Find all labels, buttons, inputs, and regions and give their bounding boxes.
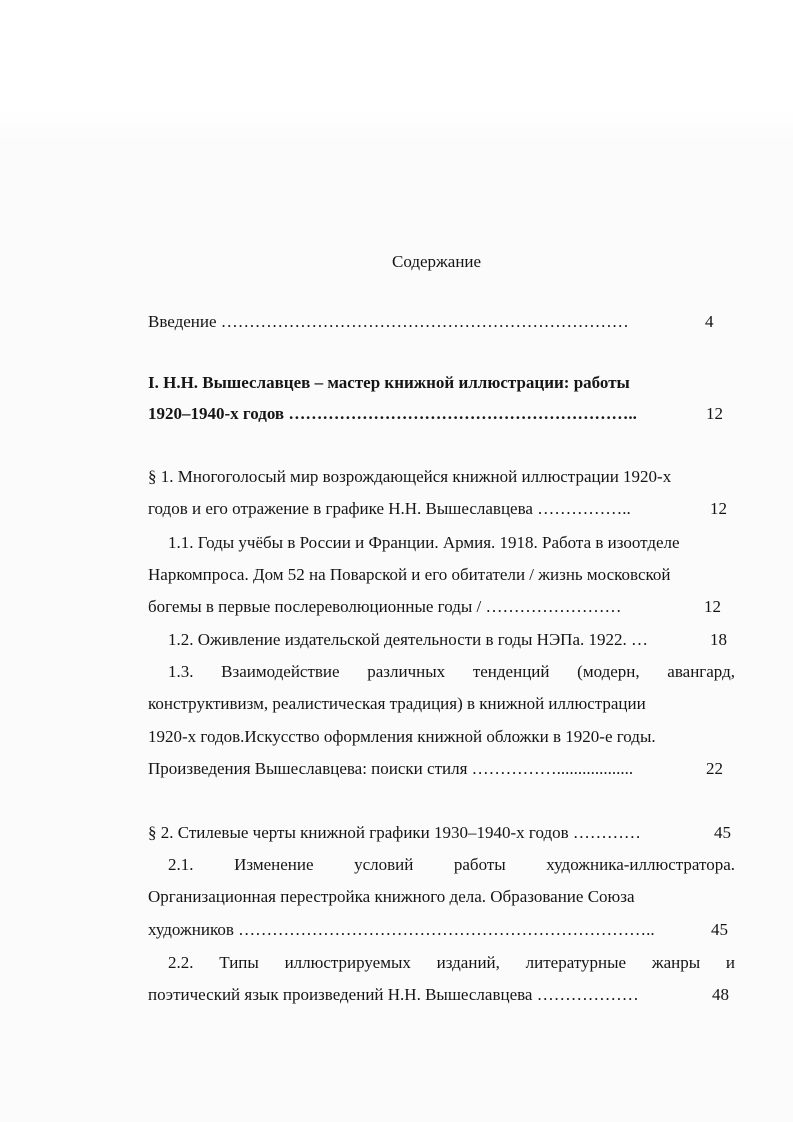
toc-title: Содержание [392,252,482,271]
toc-section2-line1: § 2. Стилевые черты книжной графики 1930–1940-х годов ………… [148,823,641,842]
toc-sub1-3-line2: конструктивизм, реалистическая традиция) в книжной иллюстрации [148,694,646,713]
toc-page-chapter1: 12 [706,404,723,423]
toc-sub1-2-line1: 1.2. Оживление издательской деятельности в годы НЭПа. 1922. … [168,630,649,649]
toc-page-sub2-2: 48 [712,985,729,1004]
toc-page-section1: 12 [710,499,727,518]
toc-sub1-1-line1: 1.1. Годы учёбы в России и Франции. Армия. 1918. Работа в изоотделе [168,533,680,552]
toc-sub1-3-line4: Произведения Вышеславцева: поиски стиля …………….................. [148,759,634,778]
toc-entry-intro: Введение ……………………………………………………………… [148,312,629,331]
toc-sub1-1-line2: Наркомпроса. Дом 52 на Поварской и его обитатели / жизнь московской [148,565,671,584]
toc-sub1-1-line3: богемы в первые послереволюционные годы / …………………… [148,597,622,616]
toc-sub2-1-line3: художников ……………………………………………………………….. [148,920,655,939]
toc-sub2-1-line1: 2.1. Изменение условий работы художника-иллюстратора. [168,855,735,874]
toc-page-intro: 4 [705,312,714,331]
toc-sub1-3-line1: 1.3. Взаимодействие различных тенденций (модерн, авангард, [168,662,735,681]
toc-sub2-1-line2: Организационная перестройка книжного дела. Образование Союза [148,887,635,906]
toc-sub2-2-line1: 2.2. Типы иллюстрируемых изданий, литературные жанры и [168,953,735,972]
toc-sub1-3-line3: 1920-х годов.Искусство оформления книжной обложки в 1920-е годы. [148,727,656,746]
toc-page-sub1-1: 12 [704,597,721,616]
toc-sub2-2-line2: поэтический язык произведений Н.Н. Вышеславцева ……………… [148,985,639,1004]
toc-page-sub1-3: 22 [706,759,723,778]
toc-chapter1-line2: 1920–1940-х годов …………………………………………………….. [148,404,637,423]
toc-section1-line1: § 1. Многоголосый мир возрождающейся книжной иллюстрации 1920-х [148,467,672,486]
toc-page-sub1-2: 18 [710,630,727,649]
toc-page-section2: 45 [714,823,731,842]
toc-chapter1-line1: I. Н.Н. Вышеславцев – мастер книжной иллюстрации: работы [148,373,630,392]
toc-page-sub2-1: 45 [711,920,728,939]
toc-section1-line2: годов и его отражение в графике Н.Н. Вышеславцева …………….. [148,499,631,518]
